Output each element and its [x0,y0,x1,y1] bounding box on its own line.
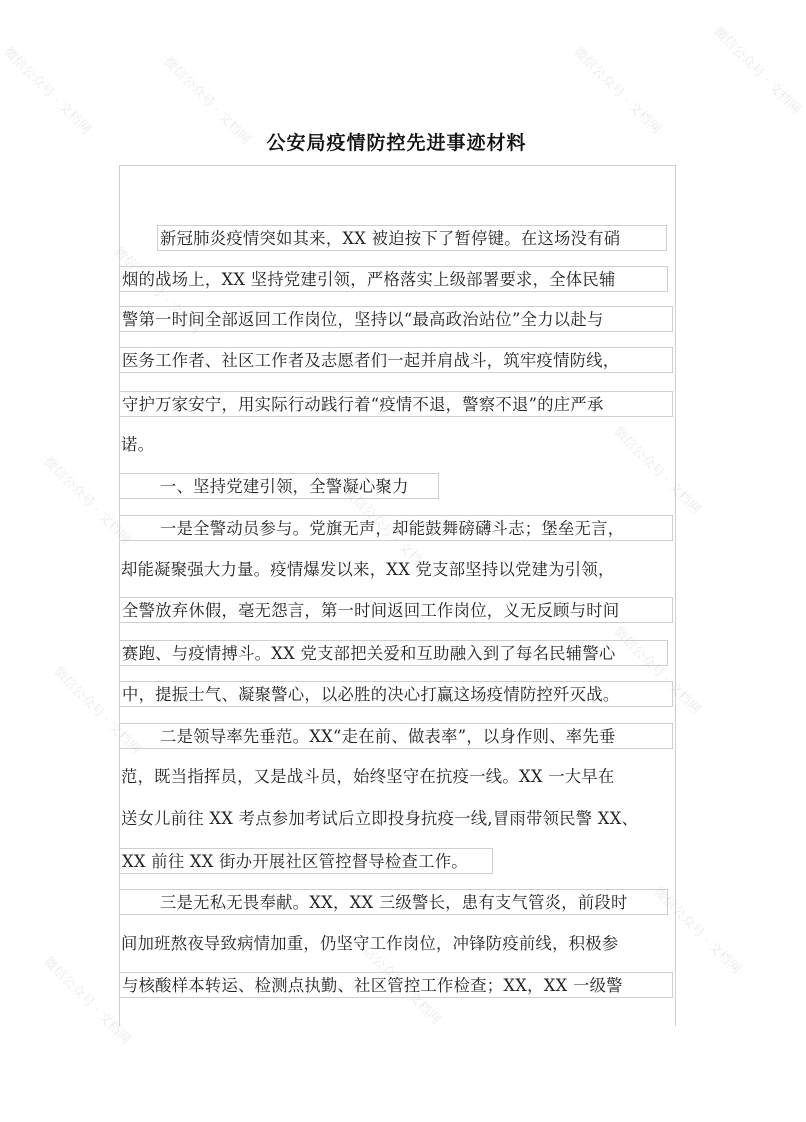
text-line: 烟的战场上，XX 坚持党建引领，严格落实上级部署要求，全体民辅 [119,266,668,292]
watermark: 微信公众号 · 文档网 [710,24,804,118]
text-line: 却能凝聚强大力量。疫情爆发以来，XX 党支部坚持以党建为引领， [121,560,615,579]
text-line: 三是无私无畏奉献。XX，XX 三级警长，患有支气管炎，前段时 [119,889,668,915]
text-line: 送女儿前往 XX 考点参加考试后立即投身抗疫一线,冒雨带领民警 XX、 [121,809,639,828]
text-line: 医务工作者、社区工作者及志愿者们一起并肩战斗，筑牢疫情防线， [119,347,673,373]
text-line: 新冠肺炎疫情突如其来，XX 被迫按下了暂停键。在这场没有硝 [157,225,667,251]
text-line: 诺。 [121,435,155,454]
text-line: 一是全警动员参与。党旗无声，却能鼓舞磅礴斗志；堡垒无言， [119,515,673,541]
text-line: 警第一时间全部返回工作岗位，坚持以“最高政治站位”全力以赴与 [119,306,673,332]
watermark: 微信公众号 · 文档网 [340,484,434,578]
section-heading: 一、坚持党建引领，全警凝心聚力 [119,473,439,499]
watermark: 微信公众号 · 文档网 [40,454,134,548]
watermark: 微信公众号 · 文档网 [610,424,704,518]
document-title: 公安局疫情防控先进事迹材料 [266,132,527,154]
text-line: 全警放弃休假，毫无怨言，第一时间返回工作岗位，义无反顾与时间 [119,597,673,623]
watermark: 微信公众号 · 文档网 [0,44,94,138]
text-line: 赛跑、与疫情搏斗。XX 党支部把关爱和互助融入到了每名民辅警心 [119,640,668,666]
text-line: XX 前往 XX 街办开展社区管控督导检查工作。 [119,848,493,874]
text-line: 间加班熬夜导致病情加重，仍坚守工作岗位，冲锋防疫前线，积极参 [121,934,619,953]
text-line: 范，既当指挥员，又是战斗员，始终坚守在抗疫一线。XX 一大早在 [121,767,615,786]
text-line: 与核酸样本转运、检测点执勤、社区管控工作检查；XX，XX 一级警 [119,972,673,998]
watermark: 微信公众号 · 文档网 [350,934,444,1028]
watermark: 微信公众号 · 文档网 [570,44,664,138]
watermark: 微信公众号 · 文档网 [160,54,254,148]
text-line: 守护万家安宁，用实际行动践行着“疫情不退，警察不退”的庄严承 [119,391,673,417]
watermark: 微信公众号 · 文档网 [650,884,744,978]
text-line: 二是领导率先垂范。XX“走在前、做表率”，以身作则、率先垂 [119,723,673,749]
watermark: 微信公众号 · 文档网 [610,624,704,718]
text-line: 中，提振士气、凝聚警心，以必胜的决心打赢这场疫情防控歼灭战。 [119,681,673,707]
watermark: 微信公众号 · 文档网 [50,664,144,758]
watermark: 微信公众号 · 文档网 [110,244,204,338]
watermark: 微信公众号 · 文档网 [40,954,134,1048]
